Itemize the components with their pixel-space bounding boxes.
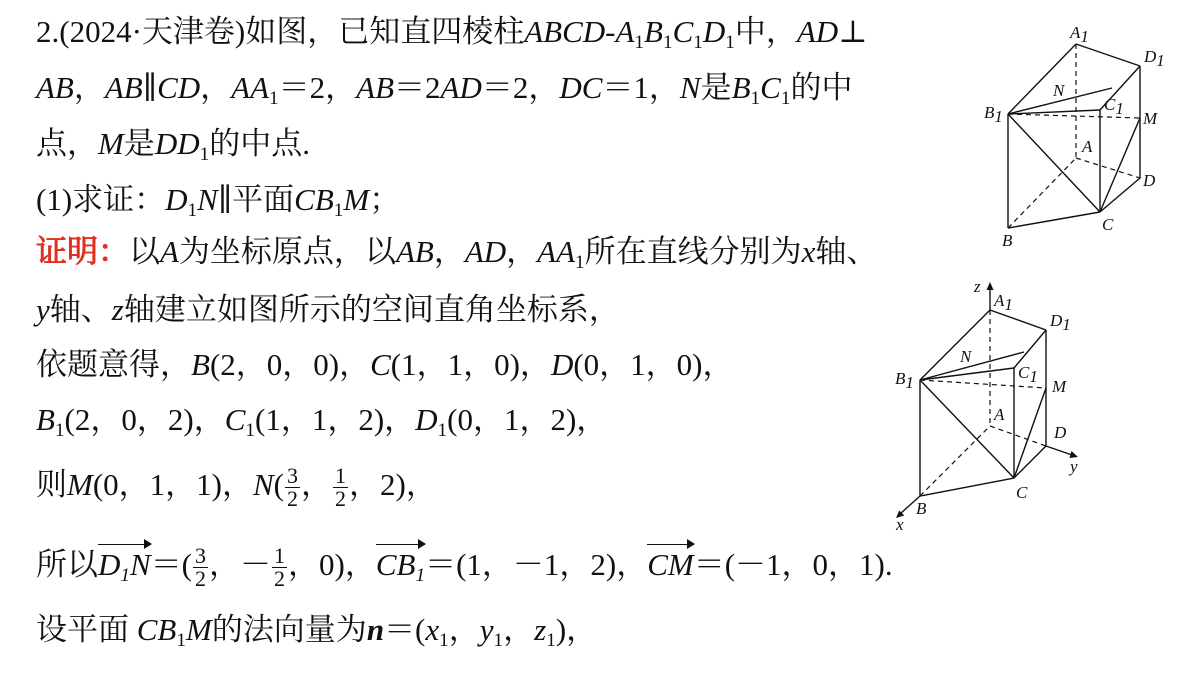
proof-line-4: $B_1(2$，0，2)，$C_1(1$，1，2)，$D_1(0$，1，2)， — [36, 402, 608, 441]
label-b: B — [916, 499, 927, 518]
proof-line-7: 设平面 $CB_1M$的法向量为$n=(x_1$，$y_1$，$z_1$)， — [36, 612, 598, 651]
label-d: D — [1054, 423, 1067, 442]
prism-figure — [980, 20, 1180, 260]
proof-line-1: 证明：以A为坐标原点，以AB，AD，$AA_1$所在直线分别为x轴、 — [36, 234, 878, 273]
fraction: $\frac{3}{2}$ — [195, 543, 207, 592]
problem-line-1: 2.(2024·天津卷)如图，已知直四棱柱ABCD-$A_1B_1C_1D_1$中，AD⊥ — [36, 14, 868, 53]
label-d1: D1 — [1144, 47, 1165, 70]
label-a: A — [994, 405, 1005, 424]
proof-label: 证明： — [36, 234, 129, 270]
axis-z-label: z — [974, 277, 981, 296]
fraction: $\frac{1}{2}$ — [335, 463, 346, 512]
problem-line-3: 点，M是$DD_1$的中点. — [36, 126, 310, 165]
label-b1: B1 — [984, 103, 1003, 126]
label-c: C — [1016, 483, 1028, 502]
vector-cm: CM — [647, 545, 694, 585]
proof-line-3: 依题意得，B(2，0，0)，C(1，1，0)，D(0，1，0)， — [36, 347, 734, 382]
problem-line-4: (1)求证：$D_1N\parallel$平面$CB_1M$； — [36, 182, 401, 221]
axis-x-label: x — [896, 515, 904, 534]
label-d1: D1 — [1050, 311, 1071, 334]
label-b: B — [1002, 231, 1013, 250]
label-a: A — [1082, 137, 1093, 156]
proof-line-6: 所以$D_1N=$( $\frac{3}{2}$ ，－ $\frac{1}{2}$ ，0)，$CB_1=(1$，－1，2)，CM＝(－1，0，1). — [36, 543, 893, 592]
label-a1: A1 — [1070, 23, 1089, 46]
axis-y-label: y — [1070, 457, 1078, 476]
label-a1: A1 — [994, 291, 1013, 314]
problem-line-2: AB，AB∥CD，$AA_1=2$，AB＝2AD＝2，DC＝1，N是$B_1C_1$的中 — [36, 70, 853, 109]
label-m: M — [1052, 377, 1067, 396]
label-m: M — [1143, 109, 1158, 128]
fraction: $\frac{1}{2}$ — [274, 543, 286, 592]
label-d: D — [1143, 171, 1156, 190]
label-b1: B1 — [895, 369, 914, 392]
vector-cb1: $CB_1$ — [375, 547, 426, 586]
coordinate-prism-figure — [890, 275, 1090, 535]
label-n: N — [960, 347, 972, 366]
proof-line-2: y轴、z轴建立如图所示的空间直角坐标系， — [36, 292, 620, 327]
label-c: C — [1102, 215, 1114, 234]
label-c1: C1 — [1104, 95, 1124, 118]
label-n: N — [1053, 81, 1065, 100]
label-c1: C1 — [1018, 363, 1038, 386]
vector-d1n: $D_1N$ — [98, 547, 151, 586]
fraction: $\frac{3}{2}$ — [287, 463, 298, 512]
proof-line-5: 则M(0，1，1)，N( $\frac{3}{2}$ ， $\frac{1}{2}$ ，2)， — [36, 463, 437, 512]
